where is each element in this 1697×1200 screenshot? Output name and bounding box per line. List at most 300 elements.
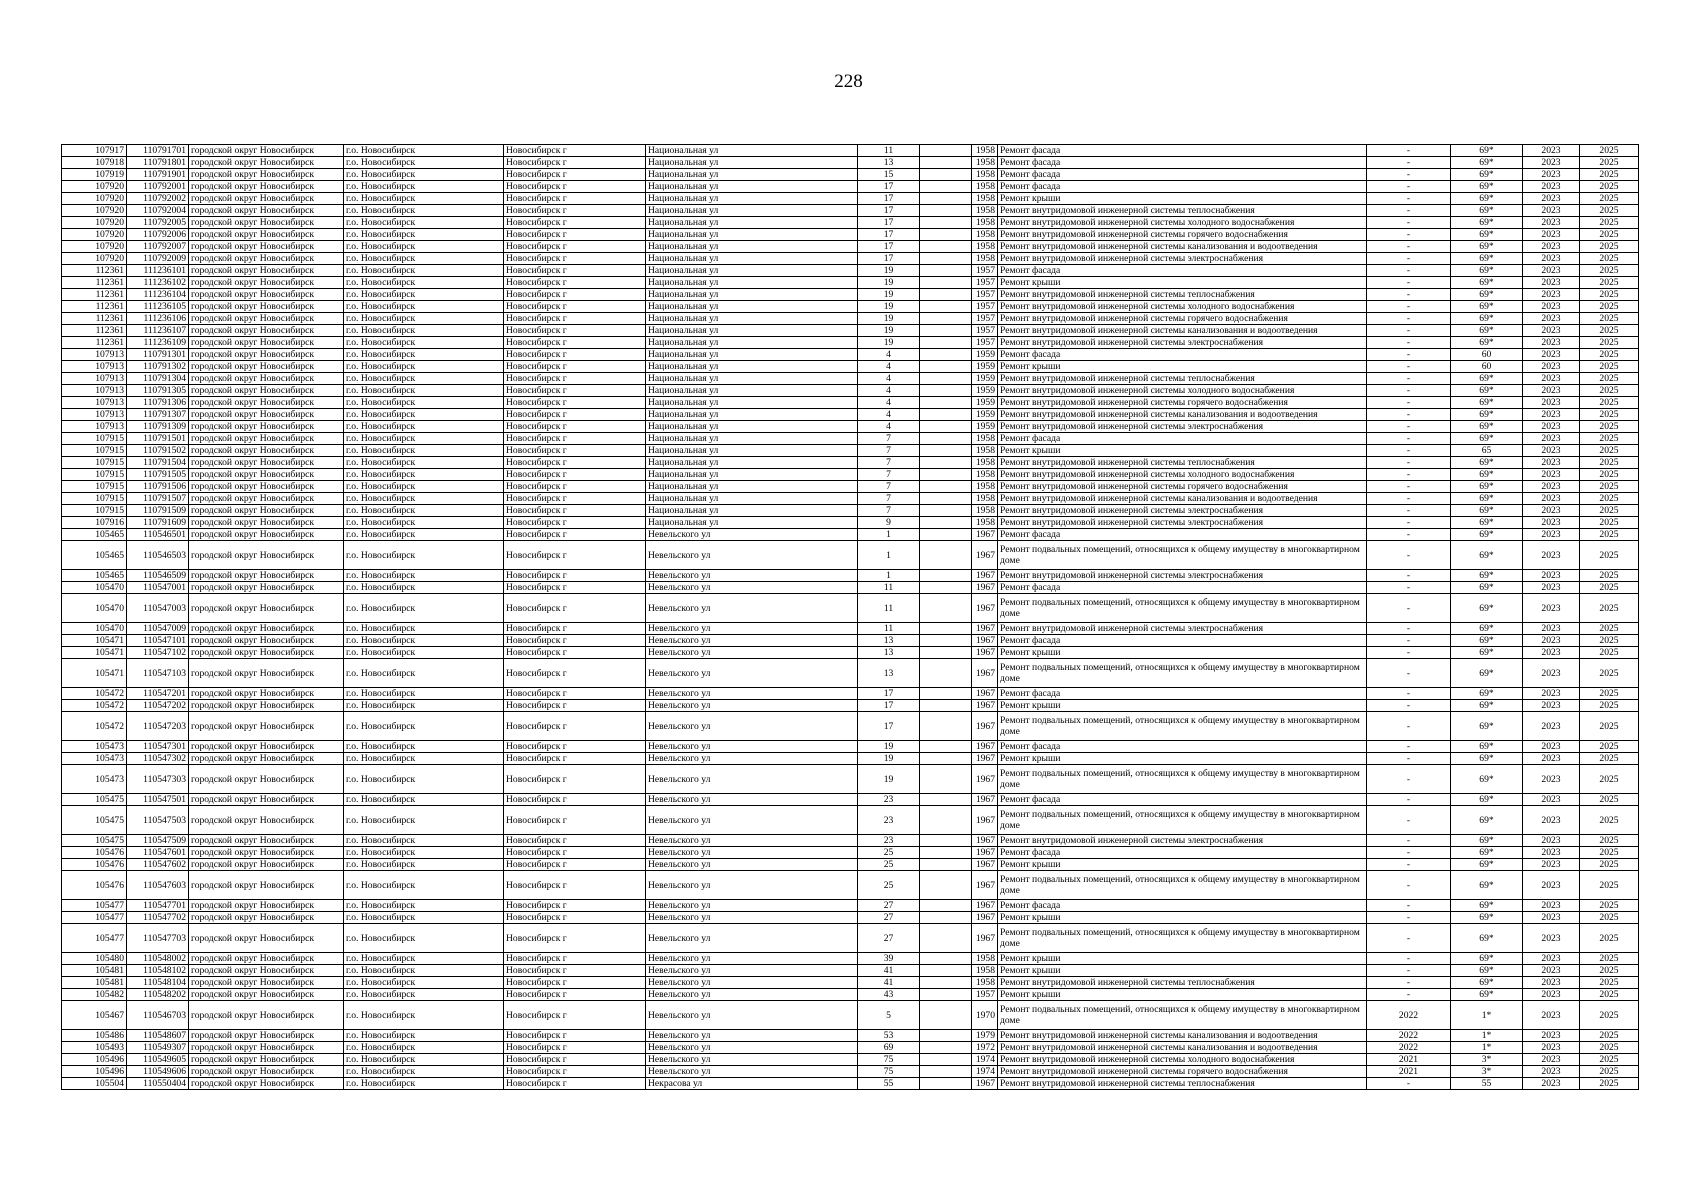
cell-plan-end-year: 2025 — [1580, 1042, 1639, 1054]
cell-last-repair-year: - — [1367, 277, 1451, 289]
cell-plan-start-year: 2023 — [1523, 469, 1580, 481]
table-row — [62, 712, 1639, 741]
cell-wear-percent: 69* — [1451, 570, 1523, 582]
cell-building — [920, 265, 972, 277]
table-row — [62, 529, 1639, 541]
cell-municipal-district: г.о. Новосибирск — [344, 712, 504, 741]
cell-plan-end-year: 2025 — [1580, 1030, 1639, 1042]
cell-year-built: 1959 — [972, 397, 998, 409]
cell-last-repair-year: - — [1367, 145, 1451, 157]
cell-plan-start-year: 2023 — [1523, 241, 1580, 253]
cell-year-built: 1957 — [972, 313, 998, 325]
cell-municipal-district: г.о. Новосибирск — [344, 385, 504, 397]
cell-plan-end-year: 2025 — [1580, 457, 1639, 469]
cell-work-id: 110791501 — [127, 433, 189, 445]
cell-work-id: 110549307 — [127, 1042, 189, 1054]
cell-last-repair-year: - — [1367, 529, 1451, 541]
cell-last-repair-year: - — [1367, 361, 1451, 373]
cell-plan-end-year: 2025 — [1580, 217, 1639, 229]
cell-municipality: городской округ Новосибирск — [189, 517, 344, 529]
cell-plan-end-year: 2025 — [1580, 469, 1639, 481]
cell-year-built: 1958 — [972, 977, 998, 989]
cell-wear-percent: 69* — [1451, 337, 1523, 349]
cell-house-number: 19 — [858, 765, 920, 794]
cell-plan-start-year: 2023 — [1523, 977, 1580, 989]
table-row — [62, 582, 1639, 594]
cell-house-number: 17 — [858, 688, 920, 700]
cell-wear-percent: 69* — [1451, 241, 1523, 253]
cell-street: Невельского ул — [646, 529, 858, 541]
cell-municipal-district: г.о. Новосибирск — [344, 1001, 504, 1030]
cell-house-number: 17 — [858, 217, 920, 229]
cell-municipal-district: г.о. Новосибирск — [344, 217, 504, 229]
cell-house-number: 11 — [858, 145, 920, 157]
cell-street: Невельского ул — [646, 1001, 858, 1030]
cell-year-built: 1958 — [972, 241, 998, 253]
cell-year-built: 1957 — [972, 989, 998, 1001]
cell-house-id: 105475 — [62, 835, 127, 847]
cell-year-built: 1958 — [972, 517, 998, 529]
cell-plan-start-year: 2023 — [1523, 361, 1580, 373]
cell-last-repair-year: - — [1367, 181, 1451, 193]
cell-last-repair-year: - — [1367, 835, 1451, 847]
cell-municipal-district: г.о. Новосибирск — [344, 871, 504, 900]
cell-municipality: городской округ Новосибирск — [189, 253, 344, 265]
cell-plan-end-year: 2025 — [1580, 349, 1639, 361]
cell-last-repair-year: - — [1367, 373, 1451, 385]
cell-last-repair-year: - — [1367, 541, 1451, 570]
cell-plan-end-year: 2025 — [1580, 712, 1639, 741]
cell-municipality: городской округ Новосибирск — [189, 582, 344, 594]
cell-wear-percent: 69* — [1451, 145, 1523, 157]
cell-house-number: 17 — [858, 205, 920, 217]
cell-house-number: 5 — [858, 1001, 920, 1030]
cell-plan-start-year: 2023 — [1523, 847, 1580, 859]
cell-building — [920, 277, 972, 289]
cell-settlement: Новосибирск г — [504, 529, 646, 541]
cell-street: Национальная ул — [646, 457, 858, 469]
cell-wear-percent: 69* — [1451, 205, 1523, 217]
cell-municipality: городской округ Новосибирск — [189, 157, 344, 169]
cell-work-type: Ремонт внутридомовой инженерной системы холодного водоснабжения — [998, 1054, 1367, 1066]
cell-municipality: городской округ Новосибирск — [189, 229, 344, 241]
cell-year-built: 1967 — [972, 912, 998, 924]
cell-street: Национальная ул — [646, 325, 858, 337]
cell-wear-percent: 69* — [1451, 900, 1523, 912]
cell-municipality: городской округ Новосибирск — [189, 373, 344, 385]
cell-plan-end-year: 2025 — [1580, 313, 1639, 325]
cell-settlement: Новосибирск г — [504, 741, 646, 753]
cell-last-repair-year: - — [1367, 397, 1451, 409]
cell-house-number: 4 — [858, 385, 920, 397]
cell-plan-start-year: 2023 — [1523, 623, 1580, 635]
cell-plan-end-year: 2025 — [1580, 835, 1639, 847]
cell-wear-percent: 69* — [1451, 659, 1523, 688]
table-row — [62, 912, 1639, 924]
cell-work-id: 110547009 — [127, 623, 189, 635]
cell-settlement: Новосибирск г — [504, 169, 646, 181]
cell-house-id: 105496 — [62, 1054, 127, 1066]
table-row — [62, 635, 1639, 647]
cell-last-repair-year: - — [1367, 753, 1451, 765]
cell-settlement: Новосибирск г — [504, 469, 646, 481]
cell-municipality: городской округ Новосибирск — [189, 989, 344, 1001]
cell-plan-end-year: 2025 — [1580, 659, 1639, 688]
cell-municipal-district: г.о. Новосибирск — [344, 289, 504, 301]
cell-house-id: 105472 — [62, 712, 127, 741]
cell-municipal-district: г.о. Новосибирск — [344, 505, 504, 517]
cell-plan-start-year: 2023 — [1523, 265, 1580, 277]
cell-work-type: Ремонт крыши — [998, 912, 1367, 924]
cell-year-built: 1967 — [972, 900, 998, 912]
cell-plan-end-year: 2025 — [1580, 806, 1639, 835]
cell-house-number: 7 — [858, 457, 920, 469]
cell-last-repair-year: - — [1367, 505, 1451, 517]
table-row — [62, 741, 1639, 753]
cell-street: Национальная ул — [646, 265, 858, 277]
cell-municipal-district: г.о. Новосибирск — [344, 953, 504, 965]
cell-work-type: Ремонт подвальных помещений, относящихся к общему имуществу в многоквартирном доме — [998, 924, 1367, 953]
cell-municipal-district: г.о. Новосибирск — [344, 1078, 504, 1090]
cell-plan-end-year: 2025 — [1580, 481, 1639, 493]
cell-municipal-district: г.о. Новосибирск — [344, 229, 504, 241]
cell-house-number: 27 — [858, 912, 920, 924]
cell-municipality: городской округ Новосибирск — [189, 688, 344, 700]
cell-street: Невельского ул — [646, 700, 858, 712]
cell-street: Национальная ул — [646, 277, 858, 289]
cell-plan-end-year: 2025 — [1580, 1054, 1639, 1066]
cell-municipal-district: г.о. Новосибирск — [344, 253, 504, 265]
cell-plan-end-year: 2025 — [1580, 741, 1639, 753]
cell-house-id: 107915 — [62, 457, 127, 469]
cell-plan-end-year: 2025 — [1580, 953, 1639, 965]
cell-year-built: 1958 — [972, 433, 998, 445]
cell-municipality: городской округ Новосибирск — [189, 445, 344, 457]
cell-building — [920, 806, 972, 835]
table-row — [62, 900, 1639, 912]
cell-wear-percent: 69* — [1451, 433, 1523, 445]
cell-house-number: 17 — [858, 241, 920, 253]
cell-street: Невельского ул — [646, 977, 858, 989]
cell-building — [920, 741, 972, 753]
cell-wear-percent: 69* — [1451, 193, 1523, 205]
cell-last-repair-year: - — [1367, 205, 1451, 217]
table-row — [62, 325, 1639, 337]
cell-street: Невельского ул — [646, 647, 858, 659]
cell-municipality: городской округ Новосибирск — [189, 659, 344, 688]
cell-work-id: 110791307 — [127, 409, 189, 421]
cell-settlement: Новосибирск г — [504, 541, 646, 570]
cell-wear-percent: 69* — [1451, 835, 1523, 847]
cell-municipality: городской округ Новосибирск — [189, 193, 344, 205]
cell-municipal-district: г.о. Новосибирск — [344, 313, 504, 325]
cell-plan-start-year: 2023 — [1523, 688, 1580, 700]
cell-building — [920, 529, 972, 541]
cell-work-id: 110548002 — [127, 953, 189, 965]
cell-plan-start-year: 2023 — [1523, 157, 1580, 169]
cell-wear-percent: 69* — [1451, 847, 1523, 859]
cell-work-type: Ремонт внутридомовой инженерной системы электроснабжения — [998, 835, 1367, 847]
cell-wear-percent: 69* — [1451, 965, 1523, 977]
cell-work-type: Ремонт фасада — [998, 741, 1367, 753]
cell-settlement: Новосибирск г — [504, 989, 646, 1001]
cell-municipal-district: г.о. Новосибирск — [344, 277, 504, 289]
cell-municipal-district: г.о. Новосибирск — [344, 570, 504, 582]
cell-house-number: 19 — [858, 753, 920, 765]
cell-house-number: 7 — [858, 505, 920, 517]
cell-wear-percent: 60 — [1451, 349, 1523, 361]
table-row — [62, 409, 1639, 421]
cell-municipal-district: г.о. Новосибирск — [344, 457, 504, 469]
cell-wear-percent: 69* — [1451, 265, 1523, 277]
cell-building — [920, 1042, 972, 1054]
cell-year-built: 1958 — [972, 169, 998, 181]
cell-settlement: Новосибирск г — [504, 517, 646, 529]
cell-street: Некрасова ул — [646, 1078, 858, 1090]
cell-municipality: городской округ Новосибирск — [189, 349, 344, 361]
cell-building — [920, 433, 972, 445]
cell-building — [920, 289, 972, 301]
table-row — [62, 794, 1639, 806]
cell-house-number: 7 — [858, 493, 920, 505]
table-row — [62, 753, 1639, 765]
cell-plan-start-year: 2023 — [1523, 397, 1580, 409]
cell-wear-percent: 69* — [1451, 229, 1523, 241]
cell-work-id: 110791309 — [127, 421, 189, 433]
table-row — [62, 217, 1639, 229]
cell-settlement: Новосибирск г — [504, 912, 646, 924]
cell-municipality: городской округ Новосибирск — [189, 385, 344, 397]
cell-municipal-district: г.о. Новосибирск — [344, 433, 504, 445]
cell-year-built: 1974 — [972, 1054, 998, 1066]
cell-work-type: Ремонт внутридомовой инженерной системы электроснабжения — [998, 253, 1367, 265]
cell-building — [920, 217, 972, 229]
cell-settlement: Новосибирск г — [504, 217, 646, 229]
cell-plan-end-year: 2025 — [1580, 1078, 1639, 1090]
cell-house-id: 105477 — [62, 912, 127, 924]
cell-wear-percent: 3* — [1451, 1054, 1523, 1066]
cell-wear-percent: 69* — [1451, 647, 1523, 659]
cell-wear-percent: 69* — [1451, 541, 1523, 570]
cell-municipality: городской округ Новосибирск — [189, 457, 344, 469]
cell-house-id: 112361 — [62, 277, 127, 289]
cell-plan-start-year: 2023 — [1523, 313, 1580, 325]
cell-municipality: городской округ Новосибирск — [189, 594, 344, 623]
cell-work-type: Ремонт крыши — [998, 647, 1367, 659]
cell-municipality: городской округ Новосибирск — [189, 623, 344, 635]
cell-building — [920, 493, 972, 505]
table-row — [62, 977, 1639, 989]
cell-house-number: 27 — [858, 900, 920, 912]
cell-work-id: 110791504 — [127, 457, 189, 469]
cell-street: Национальная ул — [646, 385, 858, 397]
cell-plan-end-year: 2025 — [1580, 517, 1639, 529]
cell-work-id: 110791305 — [127, 385, 189, 397]
cell-plan-end-year: 2025 — [1580, 570, 1639, 582]
cell-municipality: городской округ Новосибирск — [189, 469, 344, 481]
cell-street: Невельского ул — [646, 794, 858, 806]
cell-last-repair-year: - — [1367, 385, 1451, 397]
cell-building — [920, 635, 972, 647]
cell-municipality: городской округ Новосибирск — [189, 712, 344, 741]
cell-house-id: 105465 — [62, 541, 127, 570]
cell-plan-end-year: 2025 — [1580, 385, 1639, 397]
cell-street: Невельского ул — [646, 924, 858, 953]
cell-work-id: 110547003 — [127, 594, 189, 623]
cell-plan-start-year: 2023 — [1523, 481, 1580, 493]
cell-municipal-district: г.о. Новосибирск — [344, 635, 504, 647]
cell-wear-percent: 69* — [1451, 469, 1523, 481]
cell-municipality: городской округ Новосибирск — [189, 753, 344, 765]
cell-house-id: 105471 — [62, 659, 127, 688]
cell-year-built: 1959 — [972, 385, 998, 397]
cell-wear-percent: 69* — [1451, 924, 1523, 953]
cell-house-id: 107915 — [62, 433, 127, 445]
cell-year-built: 1967 — [972, 924, 998, 953]
cell-house-number: 43 — [858, 989, 920, 1001]
cell-year-built: 1967 — [972, 594, 998, 623]
cell-work-id: 110792005 — [127, 217, 189, 229]
cell-house-number: 75 — [858, 1066, 920, 1078]
cell-house-id: 105470 — [62, 623, 127, 635]
cell-house-id: 105472 — [62, 700, 127, 712]
cell-municipality: городской округ Новосибирск — [189, 871, 344, 900]
cell-year-built: 1979 — [972, 1030, 998, 1042]
cell-work-id: 110547703 — [127, 924, 189, 953]
table-row — [62, 229, 1639, 241]
cell-settlement: Новосибирск г — [504, 1042, 646, 1054]
cell-house-id: 105475 — [62, 806, 127, 835]
cell-work-id: 110547301 — [127, 741, 189, 753]
cell-house-number: 23 — [858, 835, 920, 847]
cell-settlement: Новосибирск г — [504, 493, 646, 505]
cell-building — [920, 253, 972, 265]
cell-plan-start-year: 2023 — [1523, 1001, 1580, 1030]
cell-work-id: 110792004 — [127, 205, 189, 217]
table-row — [62, 1066, 1639, 1078]
cell-settlement: Новосибирск г — [504, 900, 646, 912]
cell-building — [920, 481, 972, 493]
cell-year-built: 1967 — [972, 529, 998, 541]
cell-wear-percent: 69* — [1451, 688, 1523, 700]
cell-work-type: Ремонт фасада — [998, 181, 1367, 193]
cell-house-id: 105476 — [62, 859, 127, 871]
cell-year-built: 1957 — [972, 301, 998, 313]
cell-house-number: 25 — [858, 871, 920, 900]
cell-wear-percent: 69* — [1451, 517, 1523, 529]
cell-work-type: Ремонт внутридомовой инженерной системы электроснабжения — [998, 505, 1367, 517]
cell-house-id: 107913 — [62, 409, 127, 421]
table-row — [62, 337, 1639, 349]
cell-building — [920, 145, 972, 157]
cell-plan-start-year: 2023 — [1523, 409, 1580, 421]
cell-settlement: Новосибирск г — [504, 859, 646, 871]
table-row — [62, 594, 1639, 623]
table-row — [62, 517, 1639, 529]
table-row — [62, 193, 1639, 205]
cell-work-id: 110547603 — [127, 871, 189, 900]
cell-settlement: Новосибирск г — [504, 847, 646, 859]
cell-house-id: 107915 — [62, 481, 127, 493]
cell-street: Национальная ул — [646, 241, 858, 253]
cell-municipality: городской округ Новосибирск — [189, 493, 344, 505]
cell-house-id: 107915 — [62, 445, 127, 457]
cell-municipality: городской округ Новосибирск — [189, 977, 344, 989]
cell-house-number: 19 — [858, 301, 920, 313]
cell-building — [920, 659, 972, 688]
cell-work-id: 110547501 — [127, 794, 189, 806]
cell-settlement: Новосибирск г — [504, 301, 646, 313]
cell-work-type: Ремонт крыши — [998, 445, 1367, 457]
cell-plan-end-year: 2025 — [1580, 325, 1639, 337]
cell-house-id: 112361 — [62, 337, 127, 349]
cell-plan-end-year: 2025 — [1580, 145, 1639, 157]
cell-work-type: Ремонт подвальных помещений, относящихся к общему имуществу в многоквартирном доме — [998, 806, 1367, 835]
cell-house-number: 4 — [858, 361, 920, 373]
cell-plan-end-year: 2025 — [1580, 794, 1639, 806]
cell-settlement: Новосибирск г — [504, 871, 646, 900]
cell-plan-start-year: 2023 — [1523, 181, 1580, 193]
cell-last-repair-year: - — [1367, 289, 1451, 301]
cell-municipality: городской округ Новосибирск — [189, 361, 344, 373]
cell-wear-percent: 69* — [1451, 409, 1523, 421]
table-body — [62, 145, 1639, 1090]
cell-municipal-district: г.о. Новосибирск — [344, 337, 504, 349]
cell-building — [920, 313, 972, 325]
cell-house-number: 4 — [858, 349, 920, 361]
cell-house-number: 41 — [858, 977, 920, 989]
cell-work-id: 110547503 — [127, 806, 189, 835]
cell-house-id: 105473 — [62, 741, 127, 753]
cell-last-repair-year: - — [1367, 229, 1451, 241]
cell-year-built: 1959 — [972, 373, 998, 385]
cell-municipal-district: г.о. Новосибирск — [344, 835, 504, 847]
cell-house-number: 15 — [858, 169, 920, 181]
cell-building — [920, 325, 972, 337]
cell-municipal-district: г.о. Новосибирск — [344, 859, 504, 871]
cell-street: Невельского ул — [646, 753, 858, 765]
cell-year-built: 1958 — [972, 229, 998, 241]
cell-year-built: 1967 — [972, 570, 998, 582]
cell-work-id: 110547601 — [127, 847, 189, 859]
cell-work-type: Ремонт фасада — [998, 635, 1367, 647]
cell-house-id: 107920 — [62, 217, 127, 229]
cell-municipality: городской округ Новосибирск — [189, 313, 344, 325]
cell-house-id: 107913 — [62, 397, 127, 409]
cell-municipality: городской округ Новосибирск — [189, 241, 344, 253]
cell-last-repair-year: - — [1367, 741, 1451, 753]
cell-wear-percent: 69* — [1451, 217, 1523, 229]
cell-wear-percent: 69* — [1451, 289, 1523, 301]
cell-municipal-district: г.о. Новосибирск — [344, 169, 504, 181]
cell-municipality: городской округ Новосибирск — [189, 145, 344, 157]
cell-year-built: 1967 — [972, 700, 998, 712]
cell-street: Невельского ул — [646, 741, 858, 753]
cell-building — [920, 700, 972, 712]
cell-house-id: 105481 — [62, 977, 127, 989]
cell-municipal-district: г.о. Новосибирск — [344, 469, 504, 481]
cell-last-repair-year: - — [1367, 712, 1451, 741]
cell-year-built: 1959 — [972, 361, 998, 373]
cell-municipal-district: г.о. Новосибирск — [344, 361, 504, 373]
cell-building — [920, 582, 972, 594]
cell-street: Национальная ул — [646, 469, 858, 481]
cell-plan-start-year: 2023 — [1523, 900, 1580, 912]
cell-settlement: Новосибирск г — [504, 965, 646, 977]
cell-work-type: Ремонт внутридомовой инженерной системы горячего водоснабжения — [998, 481, 1367, 493]
cell-settlement: Новосибирск г — [504, 205, 646, 217]
cell-settlement: Новосибирск г — [504, 325, 646, 337]
